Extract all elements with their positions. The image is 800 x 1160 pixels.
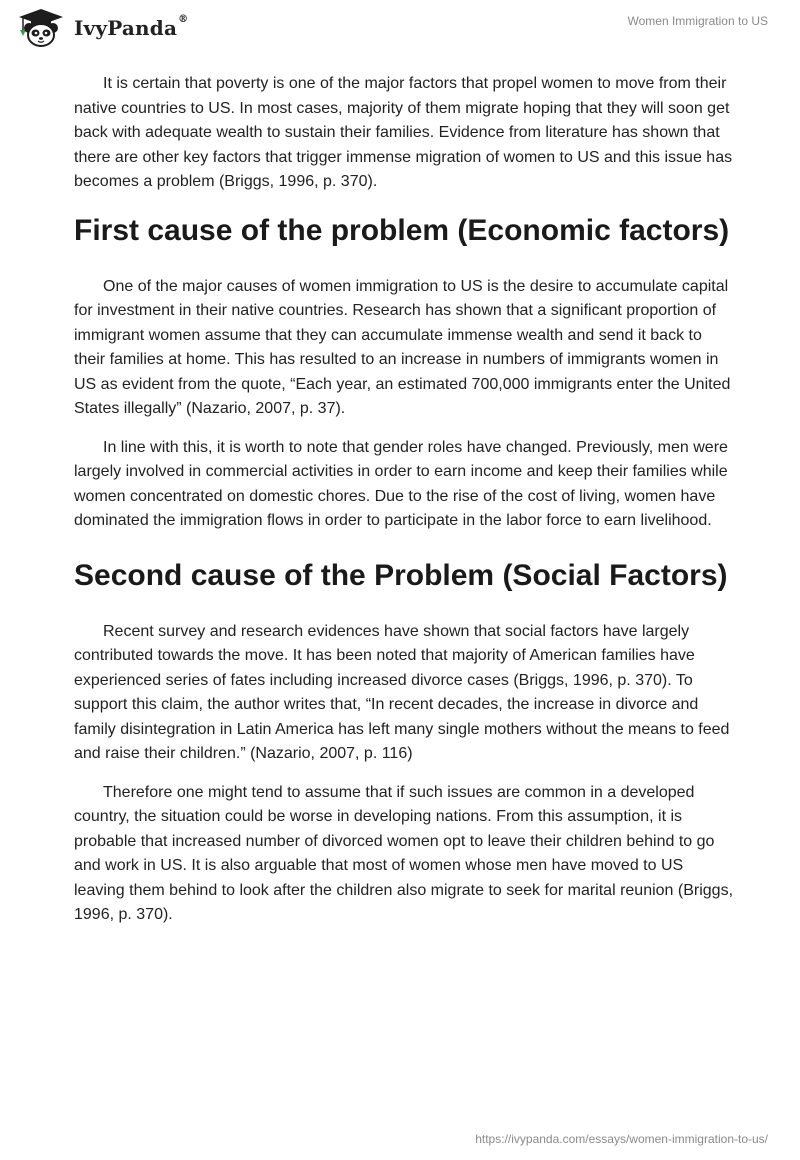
document-title: Women Immigration to US — [627, 14, 768, 28]
intro-paragraph: It is certain that poverty is one of the major factors that propel women to move from their native countries to US. In most cases, majority of them migrate hoping that they will soon get back with adequate wealth to sustain their families. Evidence from literature has shown that there are other key factors that trigger immense migration of women to US and this issue has becomes a problem (Briggs, 1996, p. 370). — [74, 75, 733, 190]
section-heading-social: Second cause of the Problem (Social Factors) — [74, 558, 728, 592]
paragraph: In line with this, it is worth to note that gender roles have changed. Previously, men were largely involved in commercial activities in order to earn income and keep their families while women concentrated on domestic chores. Due to the rise of the cost of living, women have dominated the immigration flows in order to participate in the labor force to earn livelihood. — [74, 438, 728, 529]
page-header — [0, 0, 800, 60]
panda-graduate-icon — [14, 8, 68, 48]
paragraph: One of the major causes of women immigration to US is the desire to accumulate capital for investment in their native countries. Research has shown that a significant proportion of immigrant women assume that they can accumulate immense wealth and send it back to their families at home. This has resulted to an increase in numbers of immigrants women in US as evident from the quote, “Each year, an estimated 700,000 immigrants enter the United States illegally” (Nazario, 2007, p. 37). — [74, 277, 731, 417]
brand-logo[interactable] — [14, 8, 188, 48]
section-heading-economic: First cause of the problem (Economic factors) — [74, 213, 730, 247]
article-body — [74, 72, 734, 942]
brand-name: IvyPanda® — [74, 14, 189, 40]
source-url[interactable]: https://ivypanda.com/essays/women-immigration-to-us/ — [475, 1132, 768, 1146]
paragraph: Therefore one might tend to assume that if such issues are common in a developed country, the situation could be worse in developing nations. From this assumption, it is probable that increased number of divorced women opt to leave their children behind to go and work in US. It is also arguable that most of women whose men have moved to US leaving them behind to look after the children also migrate to seek for marital reunion (Briggs, 1996, p. 370). — [74, 783, 734, 923]
paragraph: Recent survey and research evidences have shown that social factors have largely contributed towards the move. It has been noted that majority of American families have experienced series of fates including increased divorce cases (Briggs, 1996, p. 370). To support this claim, the author writes that, “In recent decades, the increase in divorce and family disintegration in Latin America has left many single mothers without the means to feed and raise their children.” (Nazario, 2007, p. 116) — [74, 622, 730, 762]
